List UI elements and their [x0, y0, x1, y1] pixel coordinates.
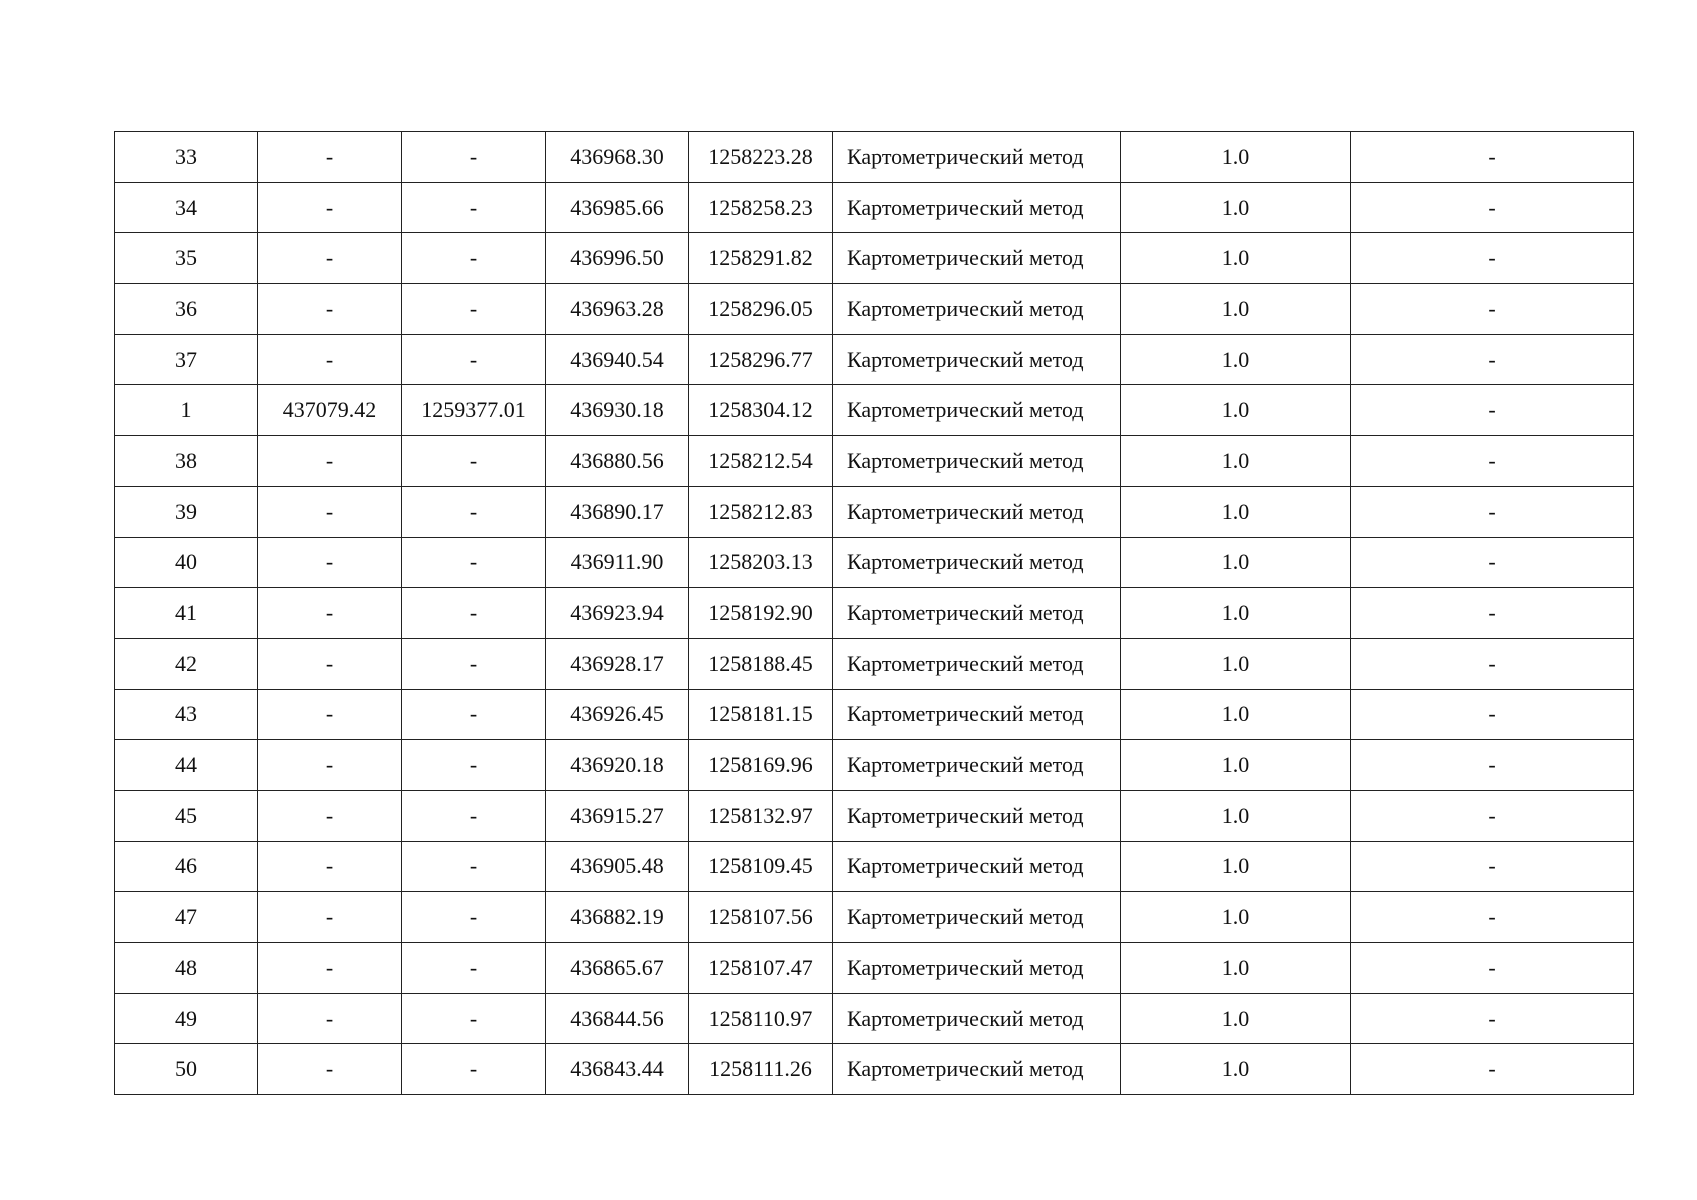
old-y-cell: - — [402, 790, 546, 841]
new-x-cell: 436915.27 — [546, 790, 689, 841]
point-number-cell: 46 — [115, 841, 258, 892]
method-cell: Картометрический метод — [833, 1044, 1121, 1095]
old-y-cell: - — [402, 993, 546, 1044]
accuracy-cell: 1.0 — [1121, 790, 1351, 841]
point-number-cell: 50 — [115, 1044, 258, 1095]
old-x-cell: - — [258, 740, 402, 791]
point-number-cell: 36 — [115, 284, 258, 335]
new-y-cell: 1258181.15 — [689, 689, 833, 740]
point-number-cell: 43 — [115, 689, 258, 740]
point-number-cell: 42 — [115, 638, 258, 689]
note-cell: - — [1351, 993, 1634, 1044]
accuracy-cell: 1.0 — [1121, 436, 1351, 487]
new-y-cell: 1258169.96 — [689, 740, 833, 791]
note-cell: - — [1351, 892, 1634, 943]
accuracy-cell: 1.0 — [1121, 132, 1351, 183]
method-cell: Картометрический метод — [833, 993, 1121, 1044]
point-number-cell: 39 — [115, 486, 258, 537]
old-x-cell: - — [258, 841, 402, 892]
old-y-cell: - — [402, 233, 546, 284]
table-row — [115, 385, 1634, 436]
accuracy-cell: 1.0 — [1121, 385, 1351, 436]
point-number-cell: 44 — [115, 740, 258, 791]
note-cell: - — [1351, 689, 1634, 740]
old-y-cell: - — [402, 638, 546, 689]
old-x-cell: - — [258, 233, 402, 284]
table-row — [115, 436, 1634, 487]
note-cell: - — [1351, 486, 1634, 537]
method-cell: Картометрический метод — [833, 790, 1121, 841]
accuracy-cell: 1.0 — [1121, 841, 1351, 892]
new-x-cell: 436882.19 — [546, 892, 689, 943]
accuracy-cell: 1.0 — [1121, 284, 1351, 335]
old-x-cell: - — [258, 1044, 402, 1095]
table-row — [115, 588, 1634, 639]
accuracy-cell: 1.0 — [1121, 334, 1351, 385]
table-row — [115, 132, 1634, 183]
old-x-cell: - — [258, 537, 402, 588]
point-number-cell: 48 — [115, 943, 258, 994]
note-cell: - — [1351, 841, 1634, 892]
new-y-cell: 1258110.97 — [689, 993, 833, 1044]
table-row — [115, 233, 1634, 284]
document-page — [114, 131, 1633, 1095]
method-cell: Картометрический метод — [833, 638, 1121, 689]
note-cell: - — [1351, 537, 1634, 588]
new-y-cell: 1258107.47 — [689, 943, 833, 994]
old-x-cell: - — [258, 588, 402, 639]
accuracy-cell: 1.0 — [1121, 486, 1351, 537]
method-cell: Картометрический метод — [833, 537, 1121, 588]
note-cell: - — [1351, 740, 1634, 791]
new-x-cell: 436844.56 — [546, 993, 689, 1044]
method-cell: Картометрический метод — [833, 233, 1121, 284]
new-y-cell: 1258188.45 — [689, 638, 833, 689]
new-y-cell: 1258212.83 — [689, 486, 833, 537]
new-y-cell: 1258107.56 — [689, 892, 833, 943]
new-x-cell: 436911.90 — [546, 537, 689, 588]
accuracy-cell: 1.0 — [1121, 638, 1351, 689]
accuracy-cell: 1.0 — [1121, 943, 1351, 994]
table-row — [115, 486, 1634, 537]
table-row — [115, 943, 1634, 994]
new-x-cell: 436923.94 — [546, 588, 689, 639]
point-number-cell: 49 — [115, 993, 258, 1044]
note-cell: - — [1351, 132, 1634, 183]
table-row — [115, 790, 1634, 841]
old-y-cell: - — [402, 537, 546, 588]
new-x-cell: 436905.48 — [546, 841, 689, 892]
old-x-cell: 437079.42 — [258, 385, 402, 436]
accuracy-cell: 1.0 — [1121, 993, 1351, 1044]
old-x-cell: - — [258, 182, 402, 233]
old-x-cell: - — [258, 638, 402, 689]
accuracy-cell: 1.0 — [1121, 892, 1351, 943]
old-x-cell: - — [258, 334, 402, 385]
accuracy-cell: 1.0 — [1121, 182, 1351, 233]
old-x-cell: - — [258, 993, 402, 1044]
coordinates-table — [114, 131, 1634, 1095]
new-x-cell: 436890.17 — [546, 486, 689, 537]
table-row — [115, 740, 1634, 791]
old-y-cell: - — [402, 334, 546, 385]
new-x-cell: 436843.44 — [546, 1044, 689, 1095]
old-y-cell: - — [402, 132, 546, 183]
old-y-cell: - — [402, 284, 546, 335]
old-y-cell: - — [402, 689, 546, 740]
note-cell: - — [1351, 233, 1634, 284]
new-x-cell: 436940.54 — [546, 334, 689, 385]
new-x-cell: 436996.50 — [546, 233, 689, 284]
note-cell: - — [1351, 436, 1634, 487]
new-x-cell: 436968.30 — [546, 132, 689, 183]
method-cell: Картометрический метод — [833, 689, 1121, 740]
note-cell: - — [1351, 385, 1634, 436]
table-row — [115, 182, 1634, 233]
table-row — [115, 892, 1634, 943]
point-number-cell: 38 — [115, 436, 258, 487]
new-x-cell: 436865.67 — [546, 943, 689, 994]
old-x-cell: - — [258, 892, 402, 943]
method-cell: Картометрический метод — [833, 486, 1121, 537]
old-x-cell: - — [258, 790, 402, 841]
point-number-cell: 35 — [115, 233, 258, 284]
accuracy-cell: 1.0 — [1121, 689, 1351, 740]
accuracy-cell: 1.0 — [1121, 537, 1351, 588]
point-number-cell: 33 — [115, 132, 258, 183]
method-cell: Картометрический метод — [833, 588, 1121, 639]
point-number-cell: 37 — [115, 334, 258, 385]
accuracy-cell: 1.0 — [1121, 588, 1351, 639]
old-y-cell: - — [402, 943, 546, 994]
note-cell: - — [1351, 790, 1634, 841]
point-number-cell: 1 — [115, 385, 258, 436]
table-row — [115, 1044, 1634, 1095]
new-y-cell: 1258296.05 — [689, 284, 833, 335]
old-x-cell: - — [258, 284, 402, 335]
accuracy-cell: 1.0 — [1121, 233, 1351, 284]
note-cell: - — [1351, 588, 1634, 639]
old-y-cell: - — [402, 841, 546, 892]
note-cell: - — [1351, 943, 1634, 994]
method-cell: Картометрический метод — [833, 943, 1121, 994]
table-row — [115, 993, 1634, 1044]
old-y-cell: - — [402, 486, 546, 537]
old-y-cell: - — [402, 182, 546, 233]
note-cell: - — [1351, 182, 1634, 233]
method-cell: Картометрический метод — [833, 284, 1121, 335]
new-y-cell: 1258223.28 — [689, 132, 833, 183]
old-y-cell: - — [402, 740, 546, 791]
note-cell: - — [1351, 638, 1634, 689]
method-cell: Картометрический метод — [833, 892, 1121, 943]
method-cell: Картометрический метод — [833, 132, 1121, 183]
point-number-cell: 34 — [115, 182, 258, 233]
old-y-cell: - — [402, 588, 546, 639]
old-x-cell: - — [258, 486, 402, 537]
new-y-cell: 1258203.13 — [689, 537, 833, 588]
new-x-cell: 436920.18 — [546, 740, 689, 791]
new-y-cell: 1258212.54 — [689, 436, 833, 487]
old-y-cell: - — [402, 1044, 546, 1095]
new-y-cell: 1258132.97 — [689, 790, 833, 841]
new-x-cell: 436926.45 — [546, 689, 689, 740]
accuracy-cell: 1.0 — [1121, 740, 1351, 791]
new-x-cell: 436985.66 — [546, 182, 689, 233]
table-row — [115, 334, 1634, 385]
new-x-cell: 436928.17 — [546, 638, 689, 689]
table-row — [115, 537, 1634, 588]
new-y-cell: 1258304.12 — [689, 385, 833, 436]
method-cell: Картометрический метод — [833, 334, 1121, 385]
point-number-cell: 41 — [115, 588, 258, 639]
new-y-cell: 1258258.23 — [689, 182, 833, 233]
note-cell: - — [1351, 1044, 1634, 1095]
new-x-cell: 436930.18 — [546, 385, 689, 436]
old-y-cell: 1259377.01 — [402, 385, 546, 436]
table-body — [115, 132, 1634, 1095]
new-y-cell: 1258109.45 — [689, 841, 833, 892]
table-row — [115, 284, 1634, 335]
method-cell: Картометрический метод — [833, 740, 1121, 791]
old-y-cell: - — [402, 892, 546, 943]
old-x-cell: - — [258, 689, 402, 740]
point-number-cell: 40 — [115, 537, 258, 588]
old-y-cell: - — [402, 436, 546, 487]
new-x-cell: 436963.28 — [546, 284, 689, 335]
method-cell: Картометрический метод — [833, 182, 1121, 233]
old-x-cell: - — [258, 943, 402, 994]
table-row — [115, 689, 1634, 740]
note-cell: - — [1351, 284, 1634, 335]
new-y-cell: 1258296.77 — [689, 334, 833, 385]
new-x-cell: 436880.56 — [546, 436, 689, 487]
new-y-cell: 1258291.82 — [689, 233, 833, 284]
point-number-cell: 45 — [115, 790, 258, 841]
old-x-cell: - — [258, 132, 402, 183]
new-y-cell: 1258111.26 — [689, 1044, 833, 1095]
old-x-cell: - — [258, 436, 402, 487]
method-cell: Картометрический метод — [833, 841, 1121, 892]
table-row — [115, 841, 1634, 892]
table-row — [115, 638, 1634, 689]
point-number-cell: 47 — [115, 892, 258, 943]
new-y-cell: 1258192.90 — [689, 588, 833, 639]
method-cell: Картометрический метод — [833, 385, 1121, 436]
note-cell: - — [1351, 334, 1634, 385]
accuracy-cell: 1.0 — [1121, 1044, 1351, 1095]
method-cell: Картометрический метод — [833, 436, 1121, 487]
